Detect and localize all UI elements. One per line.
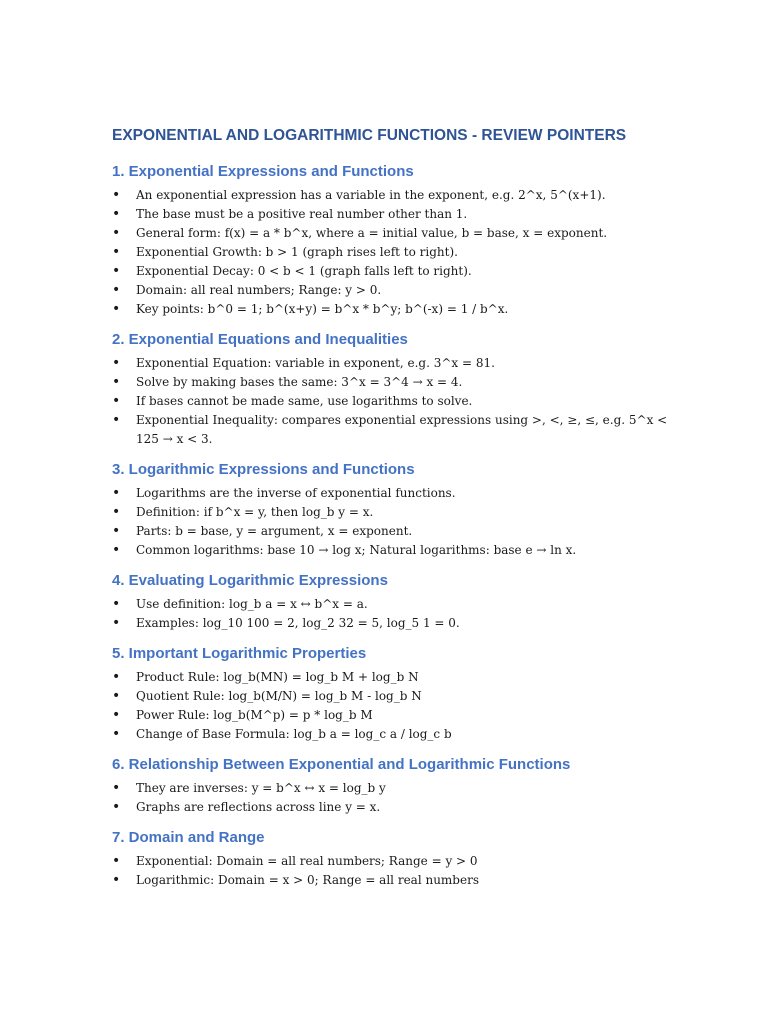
section-heading: 4. Evaluating Logarithmic Expressions bbox=[112, 572, 388, 589]
bullet-list bbox=[112, 668, 672, 744]
section-7 bbox=[112, 828, 672, 890]
bullet-item: • Quotient Rule: log_b(M/N) = log_b M - log_b N bbox=[112, 687, 672, 706]
bullet-item: • An exponential expression has a variable in the exponent, e.g. 2^x, 5^(x+1). bbox=[112, 186, 672, 205]
bullet-item: • Exponential: Domain = all real numbers; Range = y > 0 bbox=[112, 852, 672, 871]
section-4 bbox=[112, 571, 672, 633]
bullet-item: • Use definition: log_b a = x ↔ b^x = a. bbox=[112, 595, 672, 614]
bullet-item: • Exponential Equation: variable in exponent, e.g. 3^x = 81. bbox=[112, 354, 672, 373]
section-heading: 1. Exponential Expressions and Functions bbox=[112, 163, 414, 180]
section-5 bbox=[112, 644, 672, 744]
section-heading: 2. Exponential Equations and Inequalities bbox=[112, 331, 408, 348]
sections-container bbox=[112, 162, 672, 890]
bullet-item: • The base must be a positive real number other than 1. bbox=[112, 205, 672, 224]
bullet-item: • Key points: b^0 = 1; b^(x+y) = b^x * b^y; b^(-x) = 1 / b^x. bbox=[112, 300, 672, 319]
section-6 bbox=[112, 755, 672, 817]
section-heading: 7. Domain and Range bbox=[112, 829, 265, 846]
bullet-item: • General form: f(x) = a * b^x, where a = initial value, b = base, x = exponent. bbox=[112, 224, 672, 243]
bullet-list bbox=[112, 484, 672, 560]
bullet-list bbox=[112, 186, 672, 319]
section-1 bbox=[112, 162, 672, 319]
bullet-list bbox=[112, 595, 672, 633]
bullet-item: • Common logarithms: base 10 → log x; Natural logarithms: base e → ln x. bbox=[112, 541, 672, 560]
bullet-item: • Exponential Inequality: compares exponential expressions using >, <, ≥, ≤, e.g. 5^x < 125 → x < 3. bbox=[112, 411, 672, 449]
bullet-item: • Logarithmic: Domain = x > 0; Range = all real numbers bbox=[112, 871, 672, 890]
bullet-item: • If bases cannot be made same, use logarithms to solve. bbox=[112, 392, 672, 411]
bullet-item: • Examples: log_10 100 = 2, log_2 32 = 5, log_5 1 = 0. bbox=[112, 614, 672, 633]
bullet-item: • Definition: if b^x = y, then log_b y = x. bbox=[112, 503, 672, 522]
bullet-item: • Exponential Decay: 0 < b < 1 (graph falls left to right). bbox=[112, 262, 672, 281]
bullet-list bbox=[112, 779, 672, 817]
bullet-item: • Change of Base Formula: log_b a = log_c a / log_c b bbox=[112, 725, 672, 744]
bullet-item: • Logarithms are the inverse of exponential functions. bbox=[112, 484, 672, 503]
section-heading: 5. Important Logarithmic Properties bbox=[112, 645, 367, 662]
section-heading: 3. Logarithmic Expressions and Functions bbox=[112, 461, 415, 478]
document-title: EXPONENTIAL AND LOGARITHMIC FUNCTIONS - REVIEW POINTERS bbox=[112, 127, 627, 144]
bullet-item: • Power Rule: log_b(M^p) = p * log_b M bbox=[112, 706, 672, 725]
bullet-item: • Solve by making bases the same: 3^x = 3^4 → x = 4. bbox=[112, 373, 672, 392]
bullet-item: • Graphs are reflections across line y = x. bbox=[112, 798, 672, 817]
bullet-item: • Domain: all real numbers; Range: y > 0. bbox=[112, 281, 672, 300]
bullet-item: • They are inverses: y = b^x ↔ x = log_b y bbox=[112, 779, 672, 798]
document-page bbox=[112, 126, 672, 901]
bullet-item: • Exponential Growth: b > 1 (graph rises left to right). bbox=[112, 243, 672, 262]
bullet-list bbox=[112, 852, 672, 890]
section-2 bbox=[112, 330, 672, 449]
bullet-item: • Parts: b = base, y = argument, x = exponent. bbox=[112, 522, 672, 541]
bullet-list bbox=[112, 354, 672, 449]
section-heading: 6. Relationship Between Exponential and Logarithmic Functions bbox=[112, 756, 571, 773]
section-3 bbox=[112, 460, 672, 560]
bullet-item: • Product Rule: log_b(MN) = log_b M + log_b N bbox=[112, 668, 672, 687]
